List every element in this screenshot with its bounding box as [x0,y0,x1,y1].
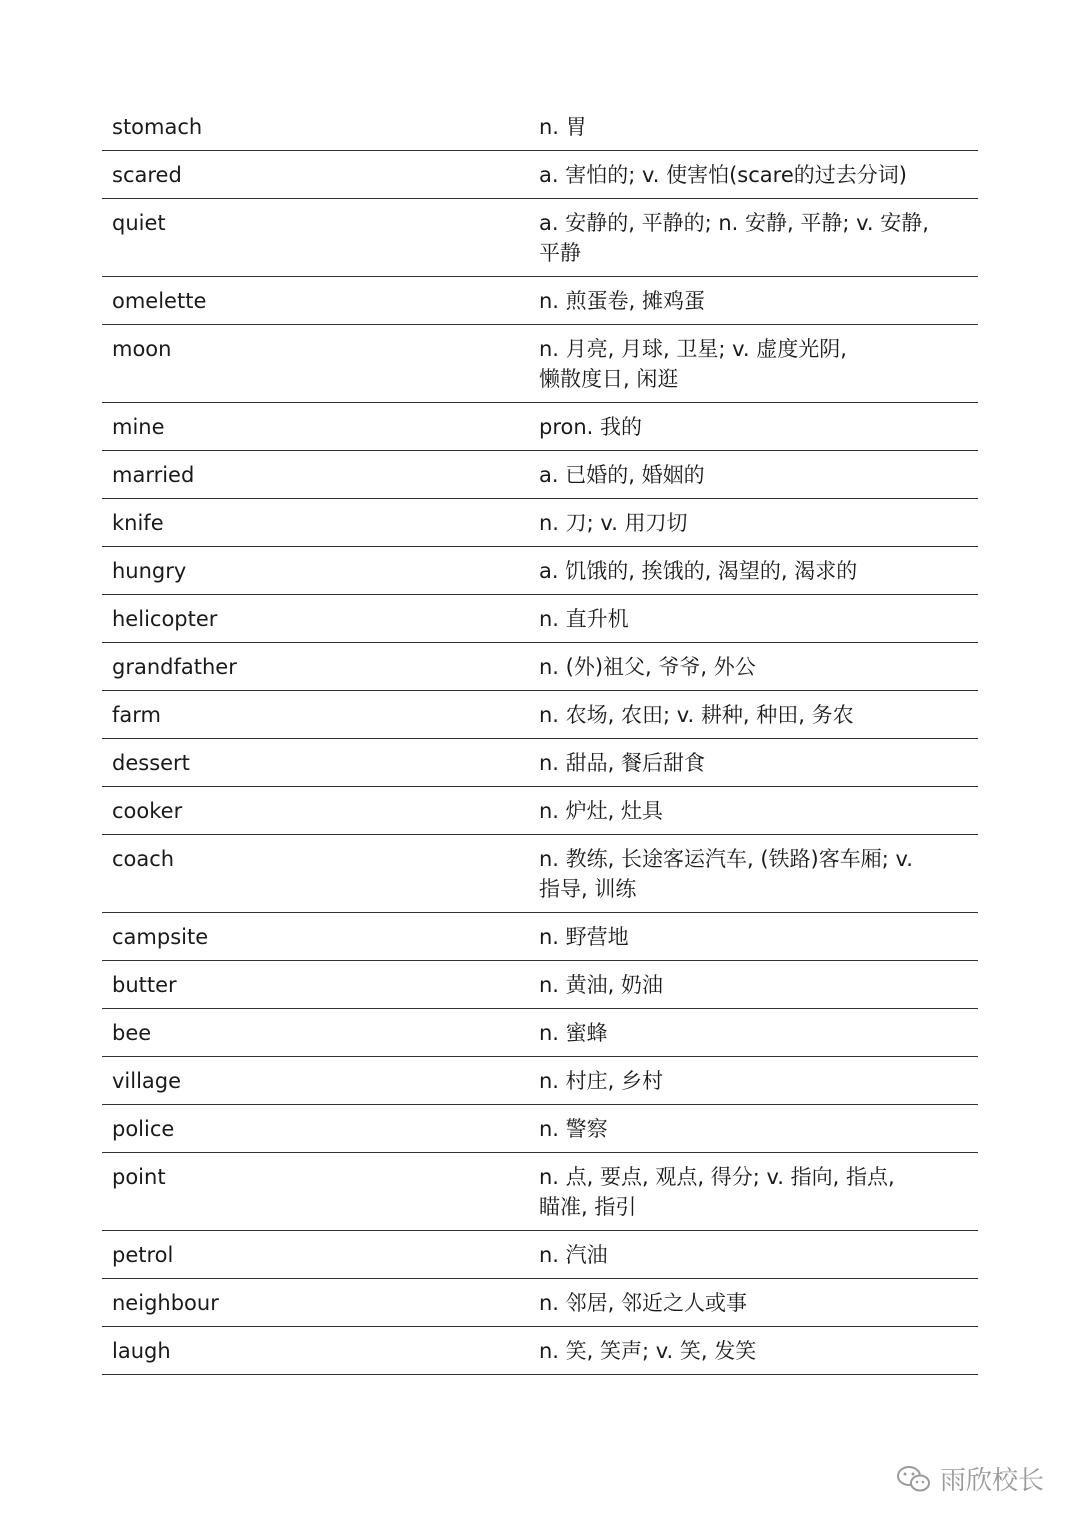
wechat-icon [896,1464,932,1494]
meaning-cell: n. 野营地 [539,925,629,949]
word-cell: grandfather [112,655,237,679]
table-row [102,1327,978,1375]
word-cell: butter [112,973,177,997]
word-cell: laugh [112,1339,171,1363]
meaning-cell: n. 煎蛋卷, 摊鸡蛋 [539,289,706,313]
table-row [102,739,978,787]
table-row [102,1153,978,1231]
table-row [102,1279,978,1327]
word-cell: point [112,1165,166,1189]
table-row [102,403,978,451]
table-row [102,277,978,325]
word-cell: hungry [112,559,187,583]
word-cell: farm [112,703,161,727]
meaning-cell: a. 已婚的, 婚姻的 [539,463,705,487]
meaning-cell: n. 直升机 [539,607,629,631]
word-cell: dessert [112,751,190,775]
table-row [102,643,978,691]
table-row [102,499,978,547]
watermark [896,1460,1044,1497]
table-row [102,199,978,277]
word-cell: mine [112,415,165,439]
meaning-cell: n. 甜品, 餐后甜食 [539,751,706,775]
table-row [102,1057,978,1105]
meaning-cell: n. 汽油 [539,1243,608,1267]
meaning-cell: n. 村庄, 乡村 [539,1069,664,1093]
table-row [102,595,978,643]
watermark-text: 雨欣校长 [939,1466,1044,1496]
table-row [102,451,978,499]
word-cell: campsite [112,925,209,949]
table-row [102,1009,978,1057]
word-cell: village [112,1069,182,1093]
table-row [102,151,978,199]
meaning-cell: pron. 我的 [539,415,643,439]
meaning-cell: n. 刀; v. 用刀切 [539,511,688,535]
word-cell: cooker [112,799,183,823]
table-row [102,325,978,403]
meaning-cell: n. 邻居, 邻近之人或事 [539,1291,748,1315]
vocabulary-table [102,103,978,1375]
meaning-cell: n. 黄油, 奶油 [539,973,664,997]
meaning-cell: n. 月亮, 月球, 卫星; v. 虚度光阴, 懒散度日, 闲逛 [539,337,847,391]
table-row [102,835,978,913]
word-cell: petrol [112,1243,174,1267]
word-cell: quiet [112,211,166,235]
table-row [102,913,978,961]
meaning-cell: n. 教练, 长途客运汽车, (铁路)客车厢; v. 指导, 训练 [539,847,913,901]
word-cell: police [112,1117,175,1141]
table-row [102,1105,978,1153]
meaning-cell: n. 农场, 农田; v. 耕种, 种田, 务农 [539,703,854,727]
table-row [102,787,978,835]
word-cell: coach [112,847,175,871]
meaning-cell: n. 笑, 笑声; v. 笑, 发笑 [539,1339,757,1363]
word-cell: helicopter [112,607,218,631]
meaning-cell: a. 安静的, 平静的; n. 安静, 平静; v. 安静, 平静 [539,211,929,265]
word-cell: bee [112,1021,152,1045]
word-cell: moon [112,337,172,361]
meaning-cell: a. 饥饿的, 挨饿的, 渴望的, 渴求的 [539,559,858,583]
meaning-cell: a. 害怕的; v. 使害怕(scare的过去分词) [539,163,907,187]
meaning-cell: n. 蜜蜂 [539,1021,608,1045]
meaning-cell: n. 点, 要点, 观点, 得分; v. 指向, 指点, 瞄准, 指引 [539,1165,895,1219]
table-row [102,961,978,1009]
word-cell: scared [112,163,182,187]
meaning-cell: n. 炉灶, 灶具 [539,799,664,823]
table-row [102,1231,978,1279]
word-cell: knife [112,511,164,535]
meaning-cell: n. 胃 [539,115,587,139]
word-cell: omelette [112,289,207,313]
word-cell: stomach [112,115,203,139]
word-cell: married [112,463,195,487]
word-cell: neighbour [112,1291,219,1315]
meaning-cell: n. 警察 [539,1117,608,1141]
table-row [102,547,978,595]
table-row [102,691,978,739]
meaning-cell: n. (外)祖父, 爷爷, 外公 [539,655,756,679]
table-row [102,103,978,151]
